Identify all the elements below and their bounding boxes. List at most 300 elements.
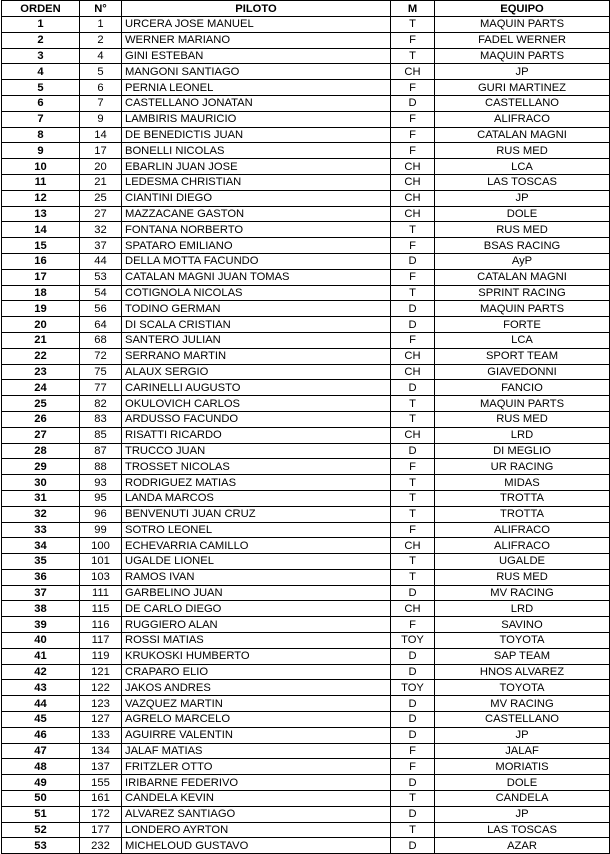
orden-cell: 11 — [2, 174, 80, 190]
m-cell: D — [391, 664, 435, 680]
numero-cell: 117 — [80, 633, 122, 649]
m-cell: CH — [391, 601, 435, 617]
numero-cell: 172 — [80, 806, 122, 822]
piloto-cell: BONELLI NICOLAS — [122, 143, 391, 159]
orden-cell: 44 — [2, 696, 80, 712]
piloto-cell: IRIBARNE FEDERIVO — [122, 775, 391, 791]
orden-cell: 24 — [2, 380, 80, 396]
orden-cell: 33 — [2, 522, 80, 538]
numero-cell: 82 — [80, 396, 122, 412]
m-cell: D — [391, 727, 435, 743]
piloto-cell: DELLA MOTTA FACUNDO — [122, 253, 391, 269]
table-row — [2, 190, 610, 206]
table-row — [2, 32, 610, 48]
equipo-cell: ALIFRACO — [435, 111, 610, 127]
orden-cell: 46 — [2, 727, 80, 743]
numero-cell: 17 — [80, 143, 122, 159]
m-cell: T — [391, 554, 435, 570]
table-row — [2, 143, 610, 159]
piloto-cell: CANDELA KEVIN — [122, 791, 391, 807]
equipo-cell: SAVINO — [435, 617, 610, 633]
orden-cell: 10 — [2, 159, 80, 175]
piloto-cell: RISATTI RICARDO — [122, 427, 391, 443]
m-cell: D — [391, 648, 435, 664]
piloto-cell: WERNER MARIANO — [122, 32, 391, 48]
table-row — [2, 48, 610, 64]
orden-cell: 17 — [2, 269, 80, 285]
table-row — [2, 427, 610, 443]
numero-cell: 123 — [80, 696, 122, 712]
numero-cell: 9 — [80, 111, 122, 127]
piloto-cell: DE CARLO DIEGO — [122, 601, 391, 617]
piloto-cell: CARINELLI AUGUSTO — [122, 380, 391, 396]
piloto-cell: LEDESMA CHRISTIAN — [122, 174, 391, 190]
header-numero: N° — [80, 1, 122, 17]
table-row — [2, 269, 610, 285]
m-cell: F — [391, 32, 435, 48]
table-row — [2, 348, 610, 364]
m-cell: F — [391, 269, 435, 285]
orden-cell: 39 — [2, 617, 80, 633]
table-row — [2, 317, 610, 333]
table-row — [2, 475, 610, 491]
orden-cell: 47 — [2, 743, 80, 759]
equipo-cell: MAQUIN PARTS — [435, 396, 610, 412]
equipo-cell: RUS MED — [435, 143, 610, 159]
m-cell: CH — [391, 538, 435, 554]
numero-cell: 127 — [80, 712, 122, 728]
piloto-cell: VAZQUEZ MARTIN — [122, 696, 391, 712]
piloto-cell: PERNIA LEONEL — [122, 80, 391, 96]
orden-cell: 30 — [2, 475, 80, 491]
equipo-cell: DOLE — [435, 206, 610, 222]
table-row — [2, 554, 610, 570]
piloto-cell: OKULOVICH CARLOS — [122, 396, 391, 412]
numero-cell: 20 — [80, 159, 122, 175]
m-cell: D — [391, 443, 435, 459]
table-row — [2, 459, 610, 475]
table-row — [2, 712, 610, 728]
m-cell: T — [391, 822, 435, 838]
equipo-cell: CASTELLANO — [435, 95, 610, 111]
table-row — [2, 80, 610, 96]
equipo-cell: CATALAN MAGNI — [435, 127, 610, 143]
m-cell: TOY — [391, 633, 435, 649]
orden-cell: 23 — [2, 364, 80, 380]
orden-cell: 19 — [2, 301, 80, 317]
numero-cell: 7 — [80, 95, 122, 111]
equipo-cell: MORIATIS — [435, 759, 610, 775]
header-equipo: EQUIPO — [435, 1, 610, 17]
table-row — [2, 585, 610, 601]
orden-cell: 21 — [2, 332, 80, 348]
m-cell: CH — [391, 64, 435, 80]
orden-cell: 51 — [2, 806, 80, 822]
m-cell: D — [391, 301, 435, 317]
equipo-cell: LAS TOSCAS — [435, 174, 610, 190]
orden-cell: 12 — [2, 190, 80, 206]
orden-cell: 6 — [2, 95, 80, 111]
table-row — [2, 411, 610, 427]
numero-cell: 27 — [80, 206, 122, 222]
equipo-cell: DOLE — [435, 775, 610, 791]
orden-cell: 16 — [2, 253, 80, 269]
m-cell: D — [391, 317, 435, 333]
orden-cell: 48 — [2, 759, 80, 775]
orden-cell: 3 — [2, 48, 80, 64]
m-cell: F — [391, 332, 435, 348]
equipo-cell: TOYOTA — [435, 633, 610, 649]
piloto-cell: MANGONI SANTIAGO — [122, 64, 391, 80]
numero-cell: 119 — [80, 648, 122, 664]
table-row — [2, 111, 610, 127]
numero-cell: 134 — [80, 743, 122, 759]
orden-cell: 5 — [2, 80, 80, 96]
numero-cell: 87 — [80, 443, 122, 459]
numero-cell: 25 — [80, 190, 122, 206]
numero-cell: 115 — [80, 601, 122, 617]
numero-cell: 137 — [80, 759, 122, 775]
table-row — [2, 680, 610, 696]
piloto-cell: ARDUSSO FACUNDO — [122, 411, 391, 427]
orden-cell: 31 — [2, 490, 80, 506]
orden-cell: 40 — [2, 633, 80, 649]
numero-cell: 85 — [80, 427, 122, 443]
piloto-cell: ROSSI MATIAS — [122, 633, 391, 649]
m-cell: CH — [391, 190, 435, 206]
numero-cell: 232 — [80, 838, 122, 854]
equipo-cell: MV RACING — [435, 696, 610, 712]
numero-cell: 88 — [80, 459, 122, 475]
equipo-cell: LRD — [435, 601, 610, 617]
header-row — [2, 1, 610, 17]
m-cell: TOY — [391, 680, 435, 696]
piloto-cell: FRITZLER OTTO — [122, 759, 391, 775]
m-cell: T — [391, 411, 435, 427]
numero-cell: 4 — [80, 48, 122, 64]
table-row — [2, 506, 610, 522]
orden-cell: 28 — [2, 443, 80, 459]
numero-cell: 14 — [80, 127, 122, 143]
numero-cell: 99 — [80, 522, 122, 538]
equipo-cell: BSAS RACING — [435, 238, 610, 254]
numero-cell: 72 — [80, 348, 122, 364]
orden-cell: 1 — [2, 17, 80, 33]
equipo-cell: SPRINT RACING — [435, 285, 610, 301]
numero-cell: 101 — [80, 554, 122, 570]
numero-cell: 121 — [80, 664, 122, 680]
header-m: M — [391, 1, 435, 17]
m-cell: CH — [391, 348, 435, 364]
piloto-cell: SERRANO MARTIN — [122, 348, 391, 364]
orden-cell: 4 — [2, 64, 80, 80]
equipo-cell: FADEL WERNER — [435, 32, 610, 48]
orden-cell: 32 — [2, 506, 80, 522]
piloto-cell: JALAF MATIAS — [122, 743, 391, 759]
table-row — [2, 206, 610, 222]
equipo-cell: GURI MARTINEZ — [435, 80, 610, 96]
numero-cell: 155 — [80, 775, 122, 791]
m-cell: D — [391, 253, 435, 269]
piloto-cell: CATALAN MAGNI JUAN TOMAS — [122, 269, 391, 285]
table-row — [2, 301, 610, 317]
m-cell: F — [391, 743, 435, 759]
table-row — [2, 332, 610, 348]
equipo-cell: TROTTA — [435, 490, 610, 506]
m-cell: F — [391, 143, 435, 159]
table-row — [2, 64, 610, 80]
table-row — [2, 443, 610, 459]
equipo-cell: MAQUIN PARTS — [435, 48, 610, 64]
m-cell: F — [391, 522, 435, 538]
numero-cell: 122 — [80, 680, 122, 696]
equipo-cell: TOYOTA — [435, 680, 610, 696]
equipo-cell: LRD — [435, 427, 610, 443]
m-cell: T — [391, 285, 435, 301]
numero-cell: 64 — [80, 317, 122, 333]
table-row — [2, 522, 610, 538]
equipo-cell: DI MEGLIO — [435, 443, 610, 459]
piloto-cell: GARBELINO JUAN — [122, 585, 391, 601]
m-cell: T — [391, 569, 435, 585]
m-cell: T — [391, 506, 435, 522]
table-row — [2, 775, 610, 791]
numero-cell: 103 — [80, 569, 122, 585]
table-row — [2, 253, 610, 269]
m-cell: T — [391, 490, 435, 506]
m-cell: T — [391, 48, 435, 64]
table-row — [2, 727, 610, 743]
piloto-cell: MICHELOUD GUSTAVO — [122, 838, 391, 854]
m-cell: T — [391, 222, 435, 238]
m-cell: T — [391, 396, 435, 412]
equipo-cell: JALAF — [435, 743, 610, 759]
equipo-cell: JP — [435, 727, 610, 743]
orden-cell: 20 — [2, 317, 80, 333]
equipo-cell: FANCIO — [435, 380, 610, 396]
orden-cell: 25 — [2, 396, 80, 412]
table-row — [2, 285, 610, 301]
piloto-cell: LANDA MARCOS — [122, 490, 391, 506]
numero-cell: 100 — [80, 538, 122, 554]
equipo-cell: JP — [435, 64, 610, 80]
m-cell: F — [391, 80, 435, 96]
numero-cell: 56 — [80, 301, 122, 317]
orden-cell: 37 — [2, 585, 80, 601]
numero-cell: 77 — [80, 380, 122, 396]
orden-cell: 29 — [2, 459, 80, 475]
table-row — [2, 364, 610, 380]
table-row — [2, 633, 610, 649]
equipo-cell: MIDAS — [435, 475, 610, 491]
equipo-cell: FORTE — [435, 317, 610, 333]
piloto-cell: CRAPARO ELIO — [122, 664, 391, 680]
piloto-cell: RAMOS IVAN — [122, 569, 391, 585]
orden-cell: 9 — [2, 143, 80, 159]
equipo-cell: SPORT TEAM — [435, 348, 610, 364]
numero-cell: 32 — [80, 222, 122, 238]
orden-cell: 41 — [2, 648, 80, 664]
equipo-cell: ALIFRACO — [435, 522, 610, 538]
header-piloto: PILOTO — [122, 1, 391, 17]
orden-cell: 27 — [2, 427, 80, 443]
numero-cell: 53 — [80, 269, 122, 285]
equipo-cell: MV RACING — [435, 585, 610, 601]
numero-cell: 95 — [80, 490, 122, 506]
piloto-cell: LONDERO AYRTON — [122, 822, 391, 838]
m-cell: F — [391, 111, 435, 127]
piloto-cell: AGRELO MARCELO — [122, 712, 391, 728]
numero-cell: 2 — [80, 32, 122, 48]
equipo-cell: LCA — [435, 159, 610, 175]
orden-cell: 14 — [2, 222, 80, 238]
numero-cell: 21 — [80, 174, 122, 190]
piloto-cell: RUGGIERO ALAN — [122, 617, 391, 633]
orden-cell: 8 — [2, 127, 80, 143]
orden-cell: 2 — [2, 32, 80, 48]
table-row — [2, 17, 610, 33]
table-row — [2, 791, 610, 807]
m-cell: CH — [391, 364, 435, 380]
table-row — [2, 95, 610, 111]
orden-cell: 50 — [2, 791, 80, 807]
m-cell: D — [391, 380, 435, 396]
equipo-cell: ALIFRACO — [435, 538, 610, 554]
piloto-cell: DI SCALA CRISTIAN — [122, 317, 391, 333]
piloto-cell: EBARLIN JUAN JOSE — [122, 159, 391, 175]
numero-cell: 6 — [80, 80, 122, 96]
table-row — [2, 822, 610, 838]
equipo-cell: JP — [435, 806, 610, 822]
m-cell: D — [391, 838, 435, 854]
equipo-cell: UGALDE — [435, 554, 610, 570]
piloto-cell: TROSSET NICOLAS — [122, 459, 391, 475]
orden-cell: 7 — [2, 111, 80, 127]
table-row — [2, 222, 610, 238]
piloto-cell: JAKOS ANDRES — [122, 680, 391, 696]
piloto-cell: TRUCCO JUAN — [122, 443, 391, 459]
table-row — [2, 538, 610, 554]
piloto-cell: AGUIRRE VALENTIN — [122, 727, 391, 743]
piloto-cell: BENVENUTI JUAN CRUZ — [122, 506, 391, 522]
orden-cell: 22 — [2, 348, 80, 364]
numero-cell: 37 — [80, 238, 122, 254]
table-row — [2, 490, 610, 506]
piloto-cell: UGALDE LIONEL — [122, 554, 391, 570]
piloto-cell: FONTANA NORBERTO — [122, 222, 391, 238]
equipo-cell: UR RACING — [435, 459, 610, 475]
table-row — [2, 759, 610, 775]
piloto-cell: DE BENEDICTIS JUAN — [122, 127, 391, 143]
numero-cell: 54 — [80, 285, 122, 301]
table-row — [2, 127, 610, 143]
equipo-cell: LAS TOSCAS — [435, 822, 610, 838]
equipo-cell: LCA — [435, 332, 610, 348]
orden-cell: 13 — [2, 206, 80, 222]
m-cell: D — [391, 806, 435, 822]
equipo-cell: CATALAN MAGNI — [435, 269, 610, 285]
equipo-cell: AyP — [435, 253, 610, 269]
piloto-cell: CASTELLANO JONATAN — [122, 95, 391, 111]
piloto-cell: URCERA JOSE MANUEL — [122, 17, 391, 33]
table-body — [2, 17, 610, 854]
orden-cell: 53 — [2, 838, 80, 854]
orden-cell: 45 — [2, 712, 80, 728]
table-row — [2, 617, 610, 633]
numero-cell: 133 — [80, 727, 122, 743]
equipo-cell: MAQUIN PARTS — [435, 17, 610, 33]
m-cell: D — [391, 775, 435, 791]
equipo-cell: TROTTA — [435, 506, 610, 522]
m-cell: T — [391, 475, 435, 491]
m-cell: T — [391, 791, 435, 807]
piloto-cell: ECHEVARRIA CAMILLO — [122, 538, 391, 554]
m-cell: CH — [391, 174, 435, 190]
m-cell: T — [391, 17, 435, 33]
orden-cell: 36 — [2, 569, 80, 585]
table-row — [2, 396, 610, 412]
m-cell: F — [391, 459, 435, 475]
orden-cell: 18 — [2, 285, 80, 301]
m-cell: D — [391, 585, 435, 601]
table-row — [2, 380, 610, 396]
piloto-cell: COTIGNOLA NICOLAS — [122, 285, 391, 301]
m-cell: F — [391, 238, 435, 254]
numero-cell: 5 — [80, 64, 122, 80]
m-cell: CH — [391, 206, 435, 222]
numero-cell: 93 — [80, 475, 122, 491]
piloto-cell: ALVAREZ SANTIAGO — [122, 806, 391, 822]
m-cell: F — [391, 759, 435, 775]
numero-cell: 83 — [80, 411, 122, 427]
table-row — [2, 159, 610, 175]
numero-cell: 177 — [80, 822, 122, 838]
equipo-cell: CASTELLANO — [435, 712, 610, 728]
orden-cell: 43 — [2, 680, 80, 696]
numero-cell: 75 — [80, 364, 122, 380]
piloto-cell: LAMBIRIS MAURICIO — [122, 111, 391, 127]
piloto-cell: ALAUX SERGIO — [122, 364, 391, 380]
orden-cell: 26 — [2, 411, 80, 427]
equipo-cell: JP — [435, 190, 610, 206]
table-row — [2, 238, 610, 254]
numero-cell: 111 — [80, 585, 122, 601]
equipo-cell: CANDELA — [435, 791, 610, 807]
table-row — [2, 743, 610, 759]
piloto-cell: MAZZACANE GASTON — [122, 206, 391, 222]
numero-cell: 161 — [80, 791, 122, 807]
table-row — [2, 664, 610, 680]
equipo-cell: AZAR — [435, 838, 610, 854]
equipo-cell: RUS MED — [435, 411, 610, 427]
piloto-cell: SOTRO LEONEL — [122, 522, 391, 538]
table-row — [2, 569, 610, 585]
piloto-cell: CIANTINI DIEGO — [122, 190, 391, 206]
piloto-cell: GINI ESTEBAN — [122, 48, 391, 64]
m-cell: D — [391, 696, 435, 712]
equipo-cell: MAQUIN PARTS — [435, 301, 610, 317]
table-row — [2, 601, 610, 617]
table-row — [2, 806, 610, 822]
piloto-cell: KRUKOSKI HUMBERTO — [122, 648, 391, 664]
table-row — [2, 648, 610, 664]
m-cell: F — [391, 617, 435, 633]
numero-cell: 68 — [80, 332, 122, 348]
orden-cell: 35 — [2, 554, 80, 570]
m-cell: CH — [391, 427, 435, 443]
table-row — [2, 696, 610, 712]
equipo-cell: RUS MED — [435, 569, 610, 585]
